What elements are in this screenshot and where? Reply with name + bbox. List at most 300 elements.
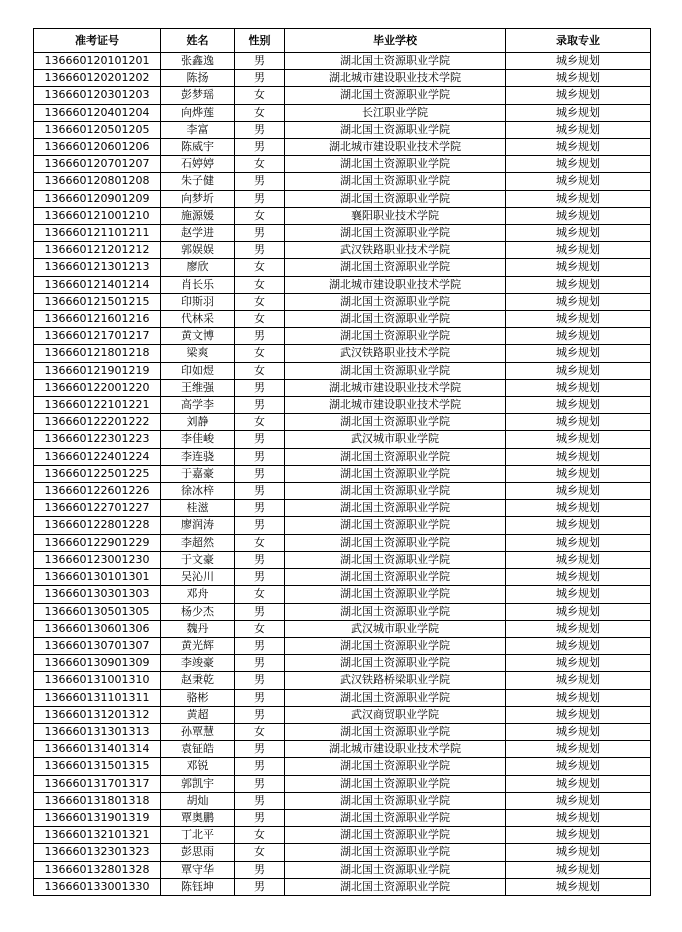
table-row bbox=[34, 293, 651, 310]
cell-school: 湖北国土资源职业学院 bbox=[285, 603, 506, 620]
cell-gender: 男 bbox=[235, 655, 285, 672]
cell-name: 郭娱娱 bbox=[161, 242, 235, 259]
cell-name: 高学李 bbox=[161, 397, 235, 414]
cell-major: 城乡规划 bbox=[506, 861, 651, 878]
cell-major: 城乡规划 bbox=[506, 758, 651, 775]
header-row bbox=[34, 29, 651, 53]
cell-exam-id: 136660132301323 bbox=[34, 844, 161, 861]
cell-major: 城乡规划 bbox=[506, 637, 651, 654]
cell-gender: 女 bbox=[235, 311, 285, 328]
cell-school: 长江职业学院 bbox=[285, 104, 506, 121]
cell-gender: 女 bbox=[235, 620, 285, 637]
cell-gender: 女 bbox=[235, 345, 285, 362]
cell-exam-id: 136660121501215 bbox=[34, 293, 161, 310]
cell-name: 于文豪 bbox=[161, 551, 235, 568]
table-row bbox=[34, 448, 651, 465]
cell-name: 肖长乐 bbox=[161, 276, 235, 293]
table-row bbox=[34, 276, 651, 293]
cell-name: 向烨莲 bbox=[161, 104, 235, 121]
cell-exam-id: 136660122201222 bbox=[34, 414, 161, 431]
cell-school: 湖北国土资源职业学院 bbox=[285, 225, 506, 242]
cell-name: 赵秉乾 bbox=[161, 672, 235, 689]
cell-school: 湖北城市建设职业技术学院 bbox=[285, 397, 506, 414]
table-row bbox=[34, 620, 651, 637]
cell-gender: 男 bbox=[235, 689, 285, 706]
cell-exam-id: 136660123001230 bbox=[34, 551, 161, 568]
cell-name: 李富 bbox=[161, 121, 235, 138]
cell-major: 城乡规划 bbox=[506, 121, 651, 138]
table-row bbox=[34, 431, 651, 448]
cell-school: 武汉城市职业学院 bbox=[285, 431, 506, 448]
cell-exam-id: 136660122901229 bbox=[34, 534, 161, 551]
cell-gender: 女 bbox=[235, 207, 285, 224]
cell-name: 张鑫逸 bbox=[161, 53, 235, 70]
cell-exam-id: 136660122801228 bbox=[34, 517, 161, 534]
cell-gender: 女 bbox=[235, 723, 285, 740]
table-row bbox=[34, 792, 651, 809]
cell-school: 湖北国土资源职业学院 bbox=[285, 586, 506, 603]
cell-school: 湖北国土资源职业学院 bbox=[285, 483, 506, 500]
cell-exam-id: 136660131101311 bbox=[34, 689, 161, 706]
cell-name: 向梦圻 bbox=[161, 190, 235, 207]
cell-name: 李竣豪 bbox=[161, 655, 235, 672]
cell-major: 城乡规划 bbox=[506, 70, 651, 87]
cell-school: 湖北国土资源职业学院 bbox=[285, 758, 506, 775]
table-row bbox=[34, 379, 651, 396]
cell-gender: 男 bbox=[235, 328, 285, 345]
cell-gender: 男 bbox=[235, 861, 285, 878]
table-row bbox=[34, 551, 651, 568]
cell-gender: 男 bbox=[235, 225, 285, 242]
table-row bbox=[34, 121, 651, 138]
table-row bbox=[34, 156, 651, 173]
cell-school: 武汉铁路职业技术学院 bbox=[285, 242, 506, 259]
table-row bbox=[34, 190, 651, 207]
cell-major: 城乡规划 bbox=[506, 827, 651, 844]
cell-school: 湖北国土资源职业学院 bbox=[285, 53, 506, 70]
cell-gender: 男 bbox=[235, 379, 285, 396]
cell-name: 彭思雨 bbox=[161, 844, 235, 861]
cell-gender: 男 bbox=[235, 792, 285, 809]
cell-exam-id: 136660120901209 bbox=[34, 190, 161, 207]
table-row bbox=[34, 397, 651, 414]
cell-exam-id: 136660121701217 bbox=[34, 328, 161, 345]
cell-gender: 男 bbox=[235, 809, 285, 826]
cell-name: 郭凯宇 bbox=[161, 775, 235, 792]
cell-major: 城乡规划 bbox=[506, 311, 651, 328]
cell-name: 李佳峻 bbox=[161, 431, 235, 448]
cell-exam-id: 136660122001220 bbox=[34, 379, 161, 396]
table-row bbox=[34, 517, 651, 534]
cell-school: 襄阳职业技术学院 bbox=[285, 207, 506, 224]
cell-exam-id: 136660131501315 bbox=[34, 758, 161, 775]
cell-major: 城乡规划 bbox=[506, 276, 651, 293]
cell-major: 城乡规划 bbox=[506, 173, 651, 190]
cell-school: 湖北城市建设职业技术学院 bbox=[285, 379, 506, 396]
cell-gender: 女 bbox=[235, 87, 285, 104]
cell-name: 廖润涛 bbox=[161, 517, 235, 534]
cell-gender: 男 bbox=[235, 551, 285, 568]
cell-name: 邓舟 bbox=[161, 586, 235, 603]
cell-major: 城乡规划 bbox=[506, 431, 651, 448]
table-row bbox=[34, 483, 651, 500]
cell-school: 湖北国土资源职业学院 bbox=[285, 362, 506, 379]
cell-school: 湖北国土资源职业学院 bbox=[285, 87, 506, 104]
cell-exam-id: 136660120101201 bbox=[34, 53, 161, 70]
cell-major: 城乡规划 bbox=[506, 293, 651, 310]
cell-major: 城乡规划 bbox=[506, 672, 651, 689]
cell-name: 印斯羽 bbox=[161, 293, 235, 310]
cell-exam-id: 136660122701227 bbox=[34, 500, 161, 517]
table-row bbox=[34, 878, 651, 895]
cell-school: 湖北国土资源职业学院 bbox=[285, 173, 506, 190]
table-row bbox=[34, 741, 651, 758]
table-row bbox=[34, 465, 651, 482]
cell-gender: 男 bbox=[235, 397, 285, 414]
cell-school: 武汉商贸职业学院 bbox=[285, 706, 506, 723]
cell-school: 湖北国土资源职业学院 bbox=[285, 878, 506, 895]
cell-exam-id: 136660131901319 bbox=[34, 809, 161, 826]
table-row bbox=[34, 706, 651, 723]
cell-name: 胡灿 bbox=[161, 792, 235, 809]
table-row bbox=[34, 414, 651, 431]
cell-school: 湖北国土资源职业学院 bbox=[285, 121, 506, 138]
cell-major: 城乡规划 bbox=[506, 878, 651, 895]
cell-name: 覃守华 bbox=[161, 861, 235, 878]
cell-major: 城乡规划 bbox=[506, 775, 651, 792]
cell-name: 袁钲皓 bbox=[161, 741, 235, 758]
table-row bbox=[34, 861, 651, 878]
cell-major: 城乡规划 bbox=[506, 620, 651, 637]
cell-gender: 女 bbox=[235, 534, 285, 551]
cell-school: 湖北国土资源职业学院 bbox=[285, 723, 506, 740]
cell-exam-id: 136660130901309 bbox=[34, 655, 161, 672]
cell-name: 廖欣 bbox=[161, 259, 235, 276]
table-row bbox=[34, 345, 651, 362]
cell-exam-id: 136660120601206 bbox=[34, 139, 161, 156]
table-row bbox=[34, 311, 651, 328]
table-row bbox=[34, 225, 651, 242]
cell-major: 城乡规划 bbox=[506, 586, 651, 603]
cell-exam-id: 136660130701307 bbox=[34, 637, 161, 654]
table-row bbox=[34, 689, 651, 706]
cell-major: 城乡规划 bbox=[506, 741, 651, 758]
cell-gender: 男 bbox=[235, 448, 285, 465]
cell-gender: 男 bbox=[235, 465, 285, 482]
header-gender: 性别 bbox=[235, 29, 285, 53]
cell-exam-id: 136660130501305 bbox=[34, 603, 161, 620]
cell-name: 朱子健 bbox=[161, 173, 235, 190]
cell-gender: 男 bbox=[235, 431, 285, 448]
cell-exam-id: 136660121401214 bbox=[34, 276, 161, 293]
cell-major: 城乡规划 bbox=[506, 448, 651, 465]
table-row bbox=[34, 139, 651, 156]
cell-school: 湖北国土资源职业学院 bbox=[285, 844, 506, 861]
cell-exam-id: 136660132801328 bbox=[34, 861, 161, 878]
cell-exam-id: 136660121301213 bbox=[34, 259, 161, 276]
cell-name: 代林采 bbox=[161, 311, 235, 328]
cell-name: 魏丹 bbox=[161, 620, 235, 637]
cell-name: 刘静 bbox=[161, 414, 235, 431]
cell-name: 覃奥鹏 bbox=[161, 809, 235, 826]
table-row bbox=[34, 362, 651, 379]
cell-major: 城乡规划 bbox=[506, 723, 651, 740]
cell-major: 城乡规划 bbox=[506, 156, 651, 173]
cell-exam-id: 136660121101211 bbox=[34, 225, 161, 242]
cell-school: 湖北国土资源职业学院 bbox=[285, 534, 506, 551]
cell-school: 湖北国土资源职业学院 bbox=[285, 775, 506, 792]
cell-gender: 男 bbox=[235, 878, 285, 895]
cell-school: 湖北国土资源职业学院 bbox=[285, 655, 506, 672]
cell-school: 湖北国土资源职业学院 bbox=[285, 569, 506, 586]
cell-exam-id: 136660121901219 bbox=[34, 362, 161, 379]
cell-gender: 男 bbox=[235, 242, 285, 259]
table-row bbox=[34, 775, 651, 792]
cell-school: 湖北国土资源职业学院 bbox=[285, 517, 506, 534]
table-row bbox=[34, 53, 651, 70]
cell-gender: 女 bbox=[235, 293, 285, 310]
cell-exam-id: 136660120501205 bbox=[34, 121, 161, 138]
cell-gender: 男 bbox=[235, 758, 285, 775]
header-school: 毕业学校 bbox=[285, 29, 506, 53]
cell-exam-id: 136660131301313 bbox=[34, 723, 161, 740]
cell-major: 城乡规划 bbox=[506, 139, 651, 156]
cell-gender: 男 bbox=[235, 603, 285, 620]
cell-major: 城乡规划 bbox=[506, 792, 651, 809]
cell-exam-id: 136660131801318 bbox=[34, 792, 161, 809]
cell-school: 湖北国土资源职业学院 bbox=[285, 861, 506, 878]
cell-major: 城乡规划 bbox=[506, 345, 651, 362]
table-row bbox=[34, 87, 651, 104]
table-row bbox=[34, 723, 651, 740]
table-row bbox=[34, 827, 651, 844]
cell-major: 城乡规划 bbox=[506, 483, 651, 500]
cell-exam-id: 136660120801208 bbox=[34, 173, 161, 190]
cell-school: 湖北城市建设职业技术学院 bbox=[285, 139, 506, 156]
cell-gender: 男 bbox=[235, 637, 285, 654]
cell-name: 骆彬 bbox=[161, 689, 235, 706]
cell-school: 湖北国土资源职业学院 bbox=[285, 637, 506, 654]
cell-gender: 女 bbox=[235, 827, 285, 844]
table-row bbox=[34, 844, 651, 861]
cell-major: 城乡规划 bbox=[506, 225, 651, 242]
cell-name: 孙覃慧 bbox=[161, 723, 235, 740]
cell-major: 城乡规划 bbox=[506, 414, 651, 431]
cell-school: 湖北国土资源职业学院 bbox=[285, 156, 506, 173]
table-row bbox=[34, 637, 651, 654]
cell-school: 湖北国土资源职业学院 bbox=[285, 190, 506, 207]
cell-major: 城乡规划 bbox=[506, 534, 651, 551]
cell-major: 城乡规划 bbox=[506, 569, 651, 586]
cell-name: 陈扬 bbox=[161, 70, 235, 87]
cell-exam-id: 136660121001210 bbox=[34, 207, 161, 224]
cell-school: 湖北城市建设职业技术学院 bbox=[285, 70, 506, 87]
cell-gender: 男 bbox=[235, 775, 285, 792]
cell-name: 印如煜 bbox=[161, 362, 235, 379]
cell-gender: 女 bbox=[235, 362, 285, 379]
cell-name: 王维强 bbox=[161, 379, 235, 396]
cell-school: 湖北国土资源职业学院 bbox=[285, 311, 506, 328]
cell-school: 湖北国土资源职业学院 bbox=[285, 328, 506, 345]
cell-exam-id: 136660121801218 bbox=[34, 345, 161, 362]
cell-gender: 女 bbox=[235, 844, 285, 861]
cell-exam-id: 136660133001330 bbox=[34, 878, 161, 895]
cell-major: 城乡规划 bbox=[506, 87, 651, 104]
cell-name: 丁北平 bbox=[161, 827, 235, 844]
cell-gender: 男 bbox=[235, 190, 285, 207]
table-row bbox=[34, 603, 651, 620]
cell-exam-id: 136660130101301 bbox=[34, 569, 161, 586]
cell-exam-id: 136660122101221 bbox=[34, 397, 161, 414]
cell-exam-id: 136660122401224 bbox=[34, 448, 161, 465]
cell-name: 彭梦瑶 bbox=[161, 87, 235, 104]
cell-name: 桂滋 bbox=[161, 500, 235, 517]
cell-major: 城乡规划 bbox=[506, 259, 651, 276]
cell-major: 城乡规划 bbox=[506, 517, 651, 534]
cell-school: 武汉城市职业学院 bbox=[285, 620, 506, 637]
cell-name: 陈威宇 bbox=[161, 139, 235, 156]
cell-name: 黄超 bbox=[161, 706, 235, 723]
cell-major: 城乡规划 bbox=[506, 809, 651, 826]
cell-major: 城乡规划 bbox=[506, 104, 651, 121]
cell-school: 湖北国土资源职业学院 bbox=[285, 792, 506, 809]
cell-gender: 男 bbox=[235, 53, 285, 70]
cell-major: 城乡规划 bbox=[506, 655, 651, 672]
cell-name: 于嘉豪 bbox=[161, 465, 235, 482]
cell-major: 城乡规划 bbox=[506, 379, 651, 396]
table-row bbox=[34, 173, 651, 190]
cell-exam-id: 136660131701317 bbox=[34, 775, 161, 792]
cell-name: 石婷婷 bbox=[161, 156, 235, 173]
cell-gender: 男 bbox=[235, 672, 285, 689]
table-row bbox=[34, 672, 651, 689]
cell-exam-id: 136660120201202 bbox=[34, 70, 161, 87]
cell-exam-id: 136660130601306 bbox=[34, 620, 161, 637]
cell-exam-id: 136660131201312 bbox=[34, 706, 161, 723]
cell-gender: 男 bbox=[235, 173, 285, 190]
cell-exam-id: 136660121201212 bbox=[34, 242, 161, 259]
cell-school: 湖北国土资源职业学院 bbox=[285, 827, 506, 844]
cell-major: 城乡规划 bbox=[506, 362, 651, 379]
cell-gender: 女 bbox=[235, 104, 285, 121]
cell-exam-id: 136660120701207 bbox=[34, 156, 161, 173]
cell-gender: 男 bbox=[235, 121, 285, 138]
table-row bbox=[34, 207, 651, 224]
cell-school: 湖北国土资源职业学院 bbox=[285, 689, 506, 706]
cell-major: 城乡规划 bbox=[506, 603, 651, 620]
cell-gender: 男 bbox=[235, 569, 285, 586]
header-exam-id: 准考证号 bbox=[34, 29, 161, 53]
cell-exam-id: 136660122601226 bbox=[34, 483, 161, 500]
cell-gender: 男 bbox=[235, 500, 285, 517]
cell-name: 吴沁川 bbox=[161, 569, 235, 586]
cell-exam-id: 136660122301223 bbox=[34, 431, 161, 448]
cell-major: 城乡规划 bbox=[506, 551, 651, 568]
cell-name: 李连骁 bbox=[161, 448, 235, 465]
table-row bbox=[34, 534, 651, 551]
cell-school: 湖北国土资源职业学院 bbox=[285, 465, 506, 482]
cell-major: 城乡规划 bbox=[506, 844, 651, 861]
cell-major: 城乡规划 bbox=[506, 689, 651, 706]
table-row bbox=[34, 569, 651, 586]
cell-major: 城乡规划 bbox=[506, 397, 651, 414]
header-name: 姓名 bbox=[161, 29, 235, 53]
cell-name: 杨少杰 bbox=[161, 603, 235, 620]
table-row bbox=[34, 586, 651, 603]
table-row bbox=[34, 655, 651, 672]
cell-school: 湖北国土资源职业学院 bbox=[285, 259, 506, 276]
cell-gender: 女 bbox=[235, 276, 285, 293]
cell-school: 湖北城市建设职业技术学院 bbox=[285, 741, 506, 758]
cell-name: 李超然 bbox=[161, 534, 235, 551]
table-header bbox=[34, 29, 651, 53]
cell-gender: 男 bbox=[235, 483, 285, 500]
table-row bbox=[34, 809, 651, 826]
cell-school: 湖北国土资源职业学院 bbox=[285, 500, 506, 517]
cell-exam-id: 136660122501225 bbox=[34, 465, 161, 482]
table-row bbox=[34, 259, 651, 276]
cell-major: 城乡规划 bbox=[506, 500, 651, 517]
table-row bbox=[34, 328, 651, 345]
cell-exam-id: 136660131001310 bbox=[34, 672, 161, 689]
cell-school: 湖北国土资源职业学院 bbox=[285, 448, 506, 465]
cell-name: 赵学进 bbox=[161, 225, 235, 242]
table-row bbox=[34, 104, 651, 121]
cell-major: 城乡规划 bbox=[506, 328, 651, 345]
cell-gender: 女 bbox=[235, 259, 285, 276]
cell-exam-id: 136660120401204 bbox=[34, 104, 161, 121]
cell-gender: 男 bbox=[235, 741, 285, 758]
table-row bbox=[34, 500, 651, 517]
cell-name: 邓锐 bbox=[161, 758, 235, 775]
cell-major: 城乡规划 bbox=[506, 242, 651, 259]
cell-school: 湖北国土资源职业学院 bbox=[285, 809, 506, 826]
cell-name: 梁爽 bbox=[161, 345, 235, 362]
cell-exam-id: 136660131401314 bbox=[34, 741, 161, 758]
cell-school: 武汉铁路桥梁职业学院 bbox=[285, 672, 506, 689]
cell-exam-id: 136660121601216 bbox=[34, 311, 161, 328]
cell-exam-id: 136660120301203 bbox=[34, 87, 161, 104]
admission-roster-table bbox=[33, 28, 651, 896]
cell-major: 城乡规划 bbox=[506, 706, 651, 723]
header-major: 录取专业 bbox=[506, 29, 651, 53]
table-row bbox=[34, 70, 651, 87]
cell-school: 湖北国土资源职业学院 bbox=[285, 551, 506, 568]
cell-gender: 男 bbox=[235, 706, 285, 723]
cell-gender: 男 bbox=[235, 139, 285, 156]
cell-major: 城乡规划 bbox=[506, 465, 651, 482]
cell-exam-id: 136660130301303 bbox=[34, 586, 161, 603]
cell-school: 湖北国土资源职业学院 bbox=[285, 414, 506, 431]
cell-major: 城乡规划 bbox=[506, 207, 651, 224]
cell-major: 城乡规划 bbox=[506, 53, 651, 70]
cell-name: 黄光辉 bbox=[161, 637, 235, 654]
cell-major: 城乡规划 bbox=[506, 190, 651, 207]
cell-name: 陈钰坤 bbox=[161, 878, 235, 895]
cell-name: 徐冰梓 bbox=[161, 483, 235, 500]
cell-gender: 女 bbox=[235, 414, 285, 431]
cell-name: 黄文博 bbox=[161, 328, 235, 345]
cell-exam-id: 136660132101321 bbox=[34, 827, 161, 844]
cell-name: 施源媛 bbox=[161, 207, 235, 224]
cell-gender: 女 bbox=[235, 156, 285, 173]
cell-gender: 女 bbox=[235, 586, 285, 603]
cell-school: 湖北国土资源职业学院 bbox=[285, 293, 506, 310]
cell-school: 湖北城市建设职业技术学院 bbox=[285, 276, 506, 293]
table-body bbox=[34, 53, 651, 896]
table-row bbox=[34, 758, 651, 775]
cell-gender: 男 bbox=[235, 517, 285, 534]
